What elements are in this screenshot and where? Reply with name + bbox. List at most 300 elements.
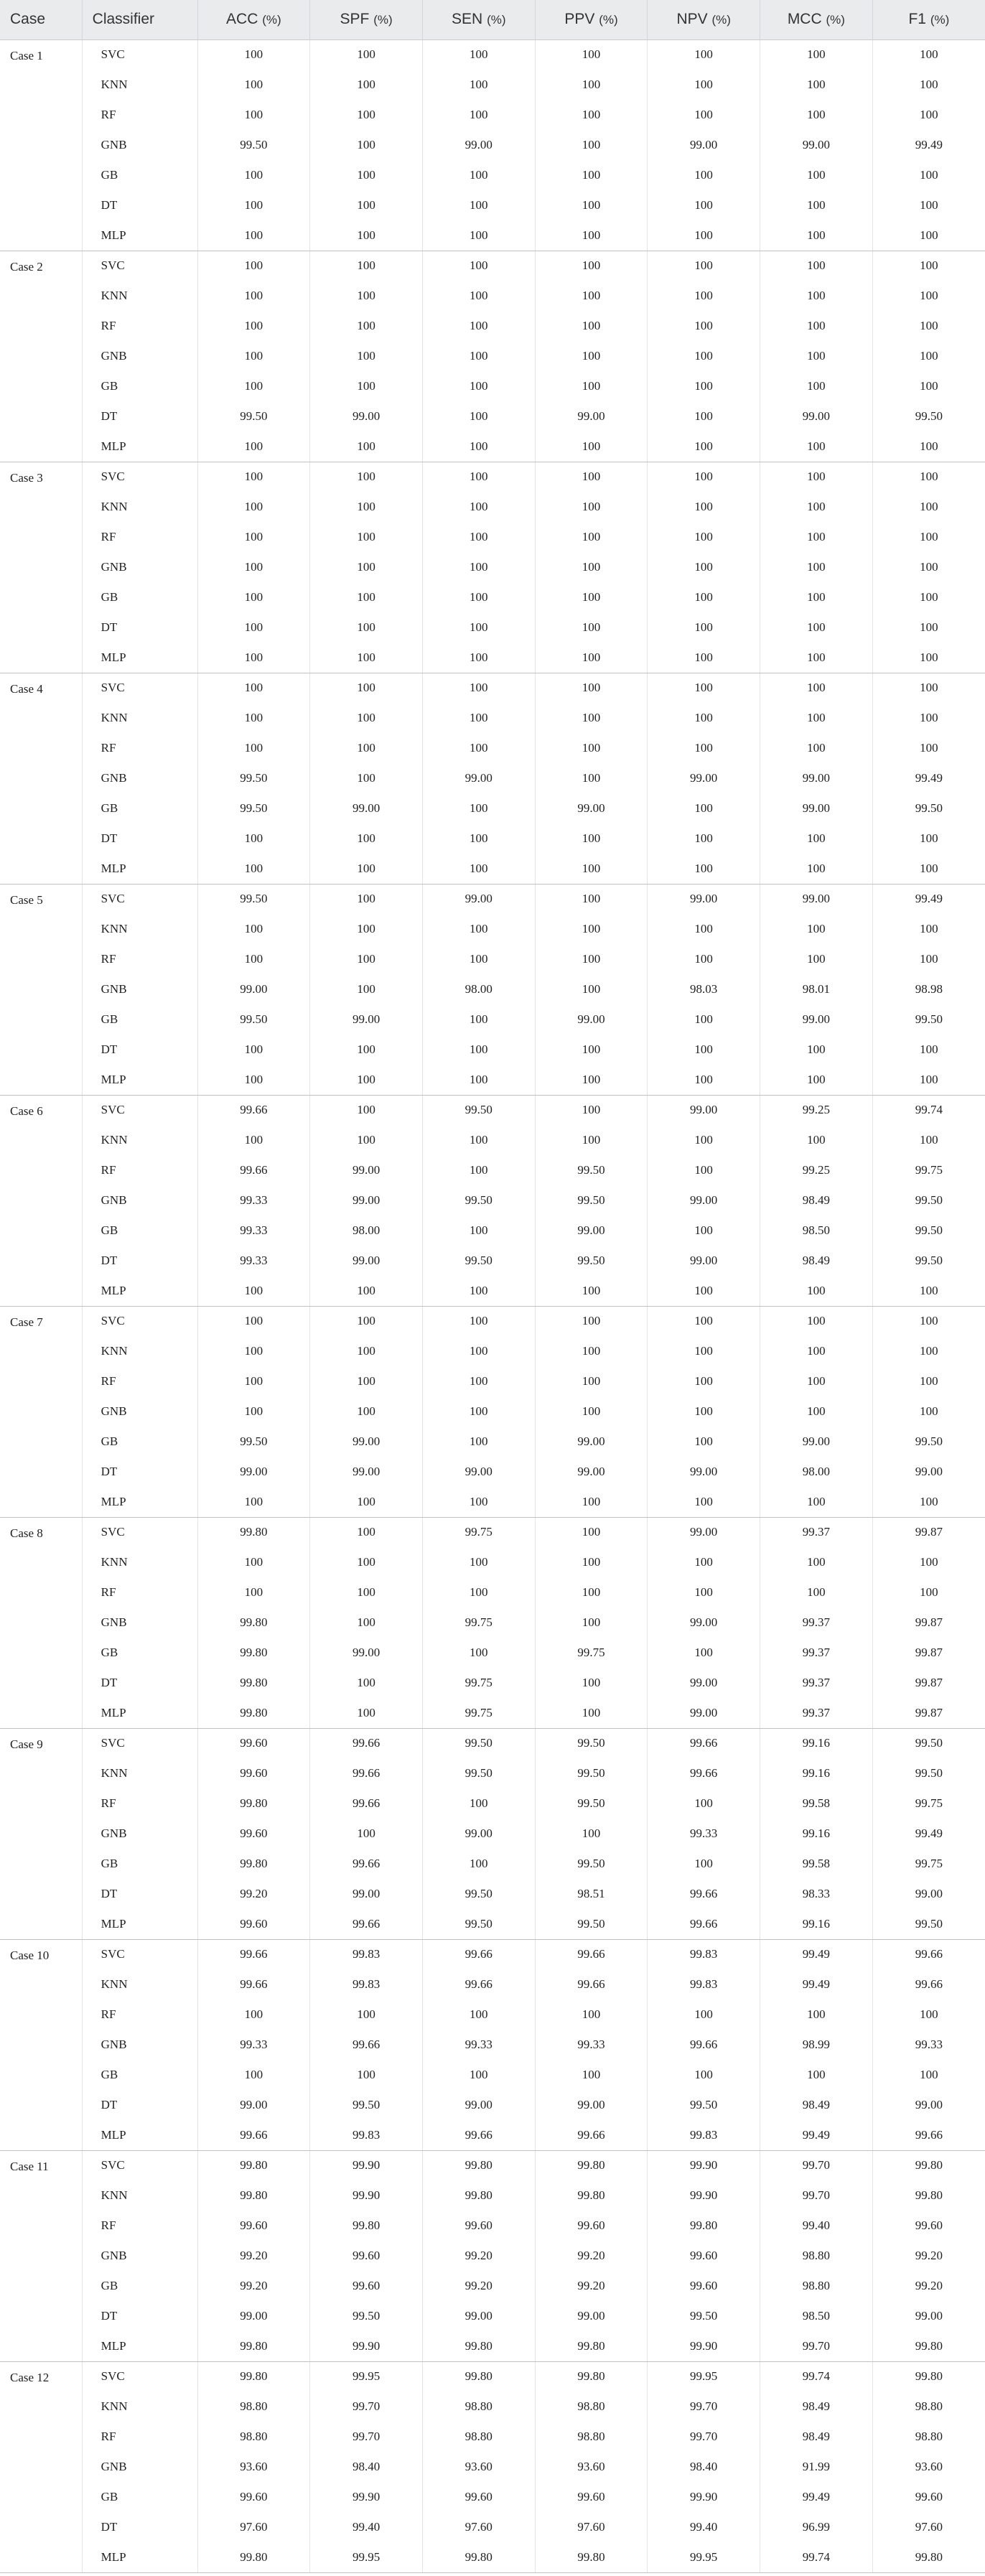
classifier-cell: MLP: [82, 2120, 197, 2150]
npv-cell: 100: [648, 190, 760, 220]
f1-cell: 100: [872, 311, 985, 341]
mcc-cell: 100: [760, 1577, 873, 1607]
npv-cell: 100: [648, 643, 760, 673]
table-row: [0, 1427, 985, 1457]
f1-cell: 99.87: [872, 1698, 985, 1728]
npv-cell: 100: [648, 1366, 760, 1396]
column-header-unit: (%): [711, 13, 731, 27]
acc-cell: 99.20: [197, 1879, 310, 1909]
classifier-cell: SVC: [82, 1306, 197, 1336]
ppv-cell: 99.80: [535, 2361, 648, 2391]
spf-cell: 100: [310, 100, 423, 130]
npv-cell: 99.60: [648, 2271, 760, 2301]
table-row: [0, 1849, 985, 1879]
column-header-label: SEN: [452, 11, 483, 28]
table-row: [0, 220, 985, 251]
mcc-cell: 100: [760, 70, 873, 100]
sen-cell: 100: [422, 160, 535, 190]
mcc-cell: 99.25: [760, 1155, 873, 1185]
table-row: [0, 854, 985, 884]
acc-cell: 99.66: [197, 1969, 310, 1999]
classifier-cell: KNN: [82, 1547, 197, 1577]
f1-cell: 100: [872, 281, 985, 311]
classifier-cell: GB: [82, 1215, 197, 1246]
spf-cell: 100: [310, 552, 423, 582]
spf-cell: 99.00: [310, 1457, 423, 1487]
table-row: [0, 311, 985, 341]
sen-cell: 100: [422, 492, 535, 522]
header-ppv: [535, 0, 648, 39]
acc-cell: 99.60: [197, 2482, 310, 2512]
acc-cell: 100: [197, 673, 310, 703]
f1-cell: 100: [872, 612, 985, 643]
mcc-cell: 100: [760, 251, 873, 281]
acc-cell: 99.80: [197, 1788, 310, 1819]
classifier-cell: GNB: [82, 1607, 197, 1638]
acc-cell: 93.60: [197, 2452, 310, 2482]
ppv-cell: 99.80: [535, 2331, 648, 2361]
classifier-cell: KNN: [82, 914, 197, 944]
npv-cell: 100: [648, 1638, 760, 1668]
sen-cell: 100: [422, 1638, 535, 1668]
sen-cell: 99.75: [422, 1698, 535, 1728]
classifier-cell: KNN: [82, 1336, 197, 1366]
table-row: [0, 2422, 985, 2452]
classifier-cell: RF: [82, 522, 197, 552]
table-row: [0, 1577, 985, 1607]
sen-cell: 100: [422, 612, 535, 643]
f1-cell: 100: [872, 1336, 985, 1366]
ppv-cell: 99.50: [535, 1788, 648, 1819]
f1-cell: 99.00: [872, 1457, 985, 1487]
npv-cell: 100: [648, 582, 760, 612]
f1-cell: 99.49: [872, 1819, 985, 1849]
mcc-cell: 100: [760, 944, 873, 974]
classifier-cell: RF: [82, 2422, 197, 2452]
npv-cell: 100: [648, 39, 760, 70]
ppv-cell: 99.00: [535, 1457, 648, 1487]
mcc-cell: 100: [760, 1276, 873, 1306]
acc-cell: 100: [197, 552, 310, 582]
mcc-cell: 100: [760, 2060, 873, 2090]
acc-cell: 99.66: [197, 1939, 310, 1969]
mcc-cell: 99.49: [760, 2482, 873, 2512]
sen-cell: 99.20: [422, 2241, 535, 2271]
table-row: [0, 1547, 985, 1577]
header-case: [0, 0, 82, 39]
table-row: [0, 401, 985, 431]
classifier-cell: GNB: [82, 341, 197, 371]
spf-cell: 100: [310, 1698, 423, 1728]
npv-cell: 99.95: [648, 2361, 760, 2391]
mcc-cell: 99.49: [760, 1939, 873, 1969]
acc-cell: 99.50: [197, 1004, 310, 1035]
case-label: Case 5: [0, 884, 82, 1095]
spf-cell: 100: [310, 884, 423, 914]
table-header: [0, 0, 985, 39]
npv-cell: 100: [648, 462, 760, 492]
acc-cell: 100: [197, 1125, 310, 1155]
table-row: [0, 522, 985, 552]
ppv-cell: 99.66: [535, 1969, 648, 1999]
f1-cell: 100: [872, 643, 985, 673]
table-row: [0, 2150, 985, 2180]
mcc-cell: 99.37: [760, 1607, 873, 1638]
npv-cell: 100: [648, 1336, 760, 1366]
mcc-cell: 100: [760, 552, 873, 582]
spf-cell: 99.66: [310, 1758, 423, 1788]
ppv-cell: 100: [535, 70, 648, 100]
column-header-label: ACC: [226, 11, 258, 28]
npv-cell: 99.50: [648, 2301, 760, 2331]
ppv-cell: 100: [535, 220, 648, 251]
f1-cell: 99.50: [872, 1004, 985, 1035]
ppv-cell: 99.80: [535, 2180, 648, 2211]
npv-cell: 100: [648, 1577, 760, 1607]
f1-cell: 100: [872, 914, 985, 944]
mcc-cell: 99.37: [760, 1517, 873, 1547]
spf-cell: 100: [310, 733, 423, 763]
sen-cell: 97.60: [422, 2512, 535, 2542]
acc-cell: 99.00: [197, 1457, 310, 1487]
acc-cell: 99.33: [197, 1246, 310, 1276]
ppv-cell: 100: [535, 462, 648, 492]
spf-cell: 100: [310, 1607, 423, 1638]
column-header-label: F1: [908, 11, 926, 28]
table-row: [0, 341, 985, 371]
table-row: [0, 1276, 985, 1306]
f1-cell: 99.87: [872, 1607, 985, 1638]
mcc-cell: 99.40: [760, 2211, 873, 2241]
npv-cell: 99.80: [648, 2211, 760, 2241]
npv-cell: 99.00: [648, 1246, 760, 1276]
acc-cell: 100: [197, 1547, 310, 1577]
header-npv: [648, 0, 760, 39]
f1-cell: 99.49: [872, 763, 985, 793]
spf-cell: 100: [310, 522, 423, 552]
case-label: Case 8: [0, 1517, 82, 1728]
table-row: [0, 431, 985, 462]
table-row: [0, 2301, 985, 2331]
sen-cell: 99.00: [422, 2090, 535, 2120]
acc-cell: 99.66: [197, 1095, 310, 1125]
table-row: [0, 2271, 985, 2301]
classifier-cell: SVC: [82, 1095, 197, 1125]
acc-cell: 99.60: [197, 2211, 310, 2241]
mcc-cell: 98.01: [760, 974, 873, 1004]
classifier-cell: GB: [82, 2271, 197, 2301]
mcc-cell: 99.00: [760, 130, 873, 160]
f1-cell: 100: [872, 703, 985, 733]
sen-cell: 99.50: [422, 1246, 535, 1276]
table-row: [0, 1366, 985, 1396]
column-header-unit: (%): [599, 13, 618, 27]
acc-cell: 100: [197, 1276, 310, 1306]
acc-cell: 100: [197, 70, 310, 100]
npv-cell: 100: [648, 1487, 760, 1517]
table-row: [0, 733, 985, 763]
classifier-cell: MLP: [82, 1276, 197, 1306]
ppv-cell: 100: [535, 522, 648, 552]
f1-cell: 93.60: [872, 2452, 985, 2482]
ppv-cell: 99.75: [535, 1638, 648, 1668]
f1-cell: 100: [872, 1035, 985, 1065]
case-label: Case 9: [0, 1728, 82, 1939]
f1-cell: 100: [872, 462, 985, 492]
mcc-cell: 99.37: [760, 1698, 873, 1728]
acc-cell: 99.00: [197, 2090, 310, 2120]
classifier-cell: KNN: [82, 2180, 197, 2211]
f1-cell: 100: [872, 1577, 985, 1607]
mcc-cell: 99.16: [760, 1758, 873, 1788]
table-row: [0, 1487, 985, 1517]
mcc-cell: 100: [760, 582, 873, 612]
mcc-cell: 100: [760, 1547, 873, 1577]
ppv-cell: 99.50: [535, 1155, 648, 1185]
acc-cell: 97.60: [197, 2512, 310, 2542]
npv-cell: 99.83: [648, 2120, 760, 2150]
table-row: [0, 2452, 985, 2482]
f1-cell: 100: [872, 823, 985, 854]
header-row: [0, 0, 985, 39]
mcc-cell: 100: [760, 1306, 873, 1336]
acc-cell: 100: [197, 1035, 310, 1065]
acc-cell: 99.50: [197, 884, 310, 914]
mcc-cell: 100: [760, 854, 873, 884]
ppv-cell: 93.60: [535, 2452, 648, 2482]
f1-cell: 99.74: [872, 1095, 985, 1125]
classifier-cell: DT: [82, 823, 197, 854]
spf-cell: 100: [310, 854, 423, 884]
f1-cell: 99.50: [872, 1215, 985, 1246]
table-row: [0, 1306, 985, 1336]
table-row: [0, 1185, 985, 1215]
ppv-cell: 100: [535, 1366, 648, 1396]
f1-cell: 99.66: [872, 1939, 985, 1969]
table-row: [0, 2030, 985, 2060]
table-row: [0, 673, 985, 703]
npv-cell: 100: [648, 823, 760, 854]
sen-cell: 100: [422, 1125, 535, 1155]
sen-cell: 99.00: [422, 130, 535, 160]
sen-cell: 99.50: [422, 1185, 535, 1215]
ppv-cell: 100: [535, 39, 648, 70]
spf-cell: 100: [310, 1577, 423, 1607]
npv-cell: 99.00: [648, 1517, 760, 1547]
sen-cell: 100: [422, 914, 535, 944]
f1-cell: 100: [872, 341, 985, 371]
ppv-cell: 100: [535, 552, 648, 582]
acc-cell: 100: [197, 371, 310, 401]
spf-cell: 99.90: [310, 2180, 423, 2211]
sen-cell: 100: [422, 401, 535, 431]
classifier-cell: SVC: [82, 2150, 197, 2180]
spf-cell: 100: [310, 130, 423, 160]
mcc-cell: 99.00: [760, 793, 873, 823]
acc-cell: 100: [197, 431, 310, 462]
table-row: [0, 1065, 985, 1095]
case-label: Case 11: [0, 2150, 82, 2361]
sen-cell: 98.00: [422, 974, 535, 1004]
sen-cell: 100: [422, 1336, 535, 1366]
npv-cell: 100: [648, 281, 760, 311]
spf-cell: 99.00: [310, 793, 423, 823]
acc-cell: 99.66: [197, 1155, 310, 1185]
column-header-unit: (%): [262, 13, 281, 27]
sen-cell: 99.60: [422, 2482, 535, 2512]
sen-cell: 100: [422, 1155, 535, 1185]
table-row: [0, 1909, 985, 1939]
spf-cell: 99.00: [310, 1246, 423, 1276]
acc-cell: 99.80: [197, 2542, 310, 2572]
acc-cell: 99.20: [197, 2271, 310, 2301]
mcc-cell: 100: [760, 100, 873, 130]
classifier-cell: KNN: [82, 703, 197, 733]
acc-cell: 99.80: [197, 1517, 310, 1547]
sen-cell: 100: [422, 1276, 535, 1306]
mcc-cell: 100: [760, 492, 873, 522]
npv-cell: 99.00: [648, 1457, 760, 1487]
mcc-cell: 99.16: [760, 1819, 873, 1849]
npv-cell: 100: [648, 1427, 760, 1457]
npv-cell: 99.83: [648, 1969, 760, 1999]
ppv-cell: 99.50: [535, 1909, 648, 1939]
column-header-label: MCC: [787, 11, 822, 28]
acc-cell: 99.80: [197, 2150, 310, 2180]
spf-cell: 99.70: [310, 2391, 423, 2422]
npv-cell: 100: [648, 220, 760, 251]
ppv-cell: 100: [535, 1095, 648, 1125]
spf-cell: 100: [310, 1366, 423, 1396]
sen-cell: 100: [422, 251, 535, 281]
spf-cell: 100: [310, 944, 423, 974]
spf-cell: 99.70: [310, 2422, 423, 2452]
npv-cell: 100: [648, 1396, 760, 1427]
sen-cell: 100: [422, 1547, 535, 1577]
npv-cell: 99.83: [648, 1939, 760, 1969]
acc-cell: 100: [197, 1487, 310, 1517]
mcc-cell: 100: [760, 431, 873, 462]
mcc-cell: 100: [760, 1125, 873, 1155]
spf-cell: 100: [310, 823, 423, 854]
classifier-cell: DT: [82, 2090, 197, 2120]
npv-cell: 100: [648, 612, 760, 643]
ppv-cell: 100: [535, 1607, 648, 1638]
mcc-cell: 96.99: [760, 2512, 873, 2542]
sen-cell: 99.50: [422, 1909, 535, 1939]
f1-cell: 99.87: [872, 1517, 985, 1547]
acc-cell: 99.80: [197, 2361, 310, 2391]
acc-cell: 100: [197, 1306, 310, 1336]
f1-cell: 98.80: [872, 2422, 985, 2452]
acc-cell: 100: [197, 582, 310, 612]
spf-cell: 100: [310, 160, 423, 190]
ppv-cell: 100: [535, 914, 648, 944]
sen-cell: 99.66: [422, 1969, 535, 1999]
table-row: [0, 492, 985, 522]
sen-cell: 99.00: [422, 884, 535, 914]
acc-cell: 99.66: [197, 2120, 310, 2150]
mcc-cell: 99.16: [760, 1728, 873, 1758]
npv-cell: 99.60: [648, 2241, 760, 2271]
ppv-cell: 99.00: [535, 1215, 648, 1246]
header-spf: [310, 0, 423, 39]
header-f1: [872, 0, 985, 39]
mcc-cell: 99.58: [760, 1849, 873, 1879]
spf-cell: 100: [310, 1668, 423, 1698]
sen-cell: 100: [422, 311, 535, 341]
classifier-cell: MLP: [82, 1065, 197, 1095]
f1-cell: 100: [872, 552, 985, 582]
classifier-cell: GNB: [82, 763, 197, 793]
mcc-cell: 100: [760, 823, 873, 854]
table-row: [0, 70, 985, 100]
sen-cell: 100: [422, 1849, 535, 1879]
npv-cell: 99.66: [648, 2030, 760, 2060]
mcc-cell: 100: [760, 220, 873, 251]
acc-cell: 100: [197, 311, 310, 341]
spf-cell: 99.83: [310, 1969, 423, 1999]
mcc-cell: 99.70: [760, 2150, 873, 2180]
npv-cell: 99.90: [648, 2180, 760, 2211]
f1-cell: 100: [872, 220, 985, 251]
acc-cell: 100: [197, 160, 310, 190]
classifier-cell: RF: [82, 311, 197, 341]
classifier-cell: KNN: [82, 1969, 197, 1999]
sen-cell: 100: [422, 582, 535, 612]
ppv-cell: 100: [535, 251, 648, 281]
classifier-cell: GB: [82, 2482, 197, 2512]
header-mcc: [760, 0, 873, 39]
mcc-cell: 100: [760, 1336, 873, 1366]
table-row: [0, 1668, 985, 1698]
sen-cell: 100: [422, 823, 535, 854]
classifier-cell: KNN: [82, 281, 197, 311]
f1-cell: 99.80: [872, 2331, 985, 2361]
acc-cell: 99.50: [197, 1427, 310, 1457]
classifier-cell: MLP: [82, 2331, 197, 2361]
sen-cell: 99.66: [422, 1939, 535, 1969]
classifier-cell: DT: [82, 190, 197, 220]
spf-cell: 100: [310, 612, 423, 643]
ppv-cell: 99.60: [535, 2211, 648, 2241]
spf-cell: 100: [310, 2060, 423, 2090]
f1-cell: 99.87: [872, 1638, 985, 1668]
classifier-cell: KNN: [82, 1125, 197, 1155]
classifier-cell: DT: [82, 1246, 197, 1276]
spf-cell: 100: [310, 673, 423, 703]
classifier-cell: MLP: [82, 431, 197, 462]
npv-cell: 100: [648, 1065, 760, 1095]
table-row: [0, 884, 985, 914]
mcc-cell: 99.49: [760, 2120, 873, 2150]
spf-cell: 99.66: [310, 1728, 423, 1758]
acc-cell: 100: [197, 1577, 310, 1607]
table-row: [0, 823, 985, 854]
table-row: [0, 1879, 985, 1909]
classifier-cell: GNB: [82, 2241, 197, 2271]
spf-cell: 99.66: [310, 1909, 423, 1939]
table-row: [0, 1698, 985, 1728]
classifier-cell: GNB: [82, 974, 197, 1004]
spf-cell: 99.95: [310, 2361, 423, 2391]
classifier-cell: DT: [82, 1879, 197, 1909]
classifier-cell: GNB: [82, 2030, 197, 2060]
sen-cell: 100: [422, 793, 535, 823]
spf-cell: 100: [310, 763, 423, 793]
classifier-cell: GB: [82, 160, 197, 190]
sen-cell: 99.80: [422, 2331, 535, 2361]
